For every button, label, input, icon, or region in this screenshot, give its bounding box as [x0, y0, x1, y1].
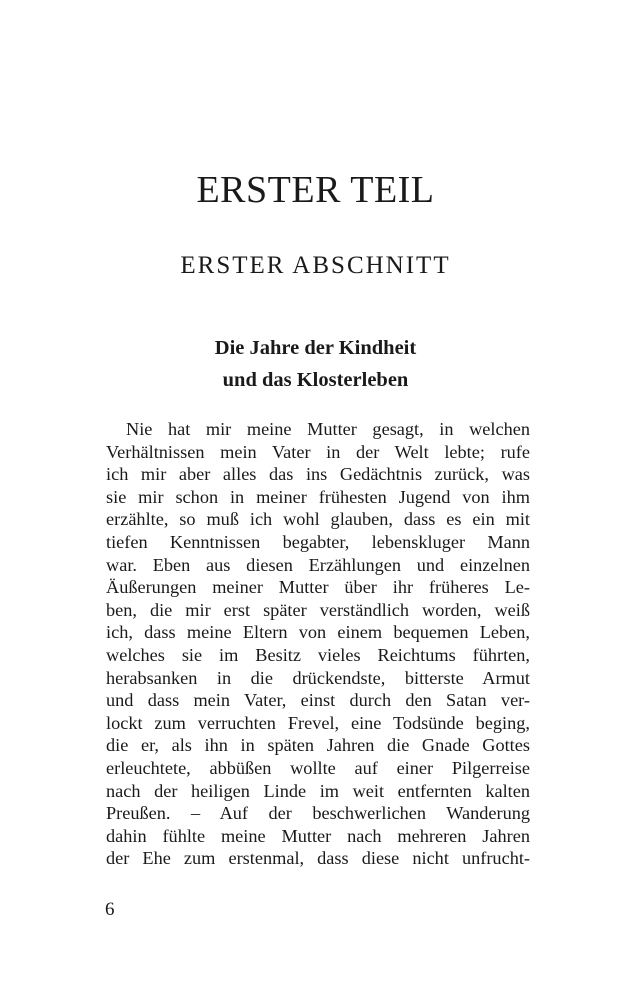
text-line: die er, als ihn in späten Jahren die Gnade Gottes: [106, 735, 530, 756]
text-line: Nie hat mir meine Mutter gesagt, in welchen: [126, 419, 530, 439]
text-line: nach der heiligen Linde im weit entfernten kalten: [106, 780, 530, 801]
chapter-title-line-1: Die Jahre der Kindheit: [214, 337, 417, 359]
text-line: Verhältnissen mein Vater in der Welt lebte; rufe: [106, 441, 530, 462]
text-line: ich, dass meine Eltern von einem bequemen Leben,: [106, 622, 530, 643]
chapter-title: [0, 332, 631, 396]
text-line: Äußerungen meiner Mutter über ihr früheres Le-: [106, 577, 530, 598]
text-line: und dass mein Vater, einst durch den Satan ver-: [106, 690, 530, 711]
text-line: herabsanken in die drückendste, bitterste Armut: [106, 667, 530, 688]
text-line: dahin fühlte meine Mutter nach mehreren Jahren: [106, 825, 530, 846]
text-line: tiefen Kenntnissen begabter, lebenskluger Mann: [106, 531, 530, 552]
chapter-title-line-2: und das Klosterleben: [222, 369, 409, 391]
text-line: welches sie im Besitz vieles Reichtums führten,: [106, 644, 530, 665]
text-line: erleuchtete, abbüßen wollte auf einer Pilgerreise: [106, 757, 530, 778]
page-number: 6: [105, 899, 115, 920]
text-line: sie mir schon in meiner frühesten Jugend von ihm: [106, 486, 530, 507]
text-line: erzählte, so muß ich wohl glauben, dass es ein mit: [106, 509, 530, 530]
text-line: Preußen. – Auf der beschwerlichen Wanderung: [106, 803, 530, 824]
text-line: der Ehe zum erstenmal, dass diese nicht unfrucht-: [106, 848, 530, 869]
body-paragraph: [106, 418, 530, 870]
text-line: lockt zum verruchten Frevel, eine Todsünde beging,: [106, 712, 530, 733]
section-title: ERSTER ABSCHNITT: [180, 252, 451, 279]
text-line: war. Eben aus diesen Erzählungen und einzelnen: [106, 554, 530, 575]
text-line: ich mir aber alles das ins Gedächtnis zurück, was: [106, 464, 530, 485]
text-line: ben, die mir erst später verständlich worden, weiß: [106, 599, 530, 620]
part-title: ERSTER TEIL: [196, 169, 435, 211]
